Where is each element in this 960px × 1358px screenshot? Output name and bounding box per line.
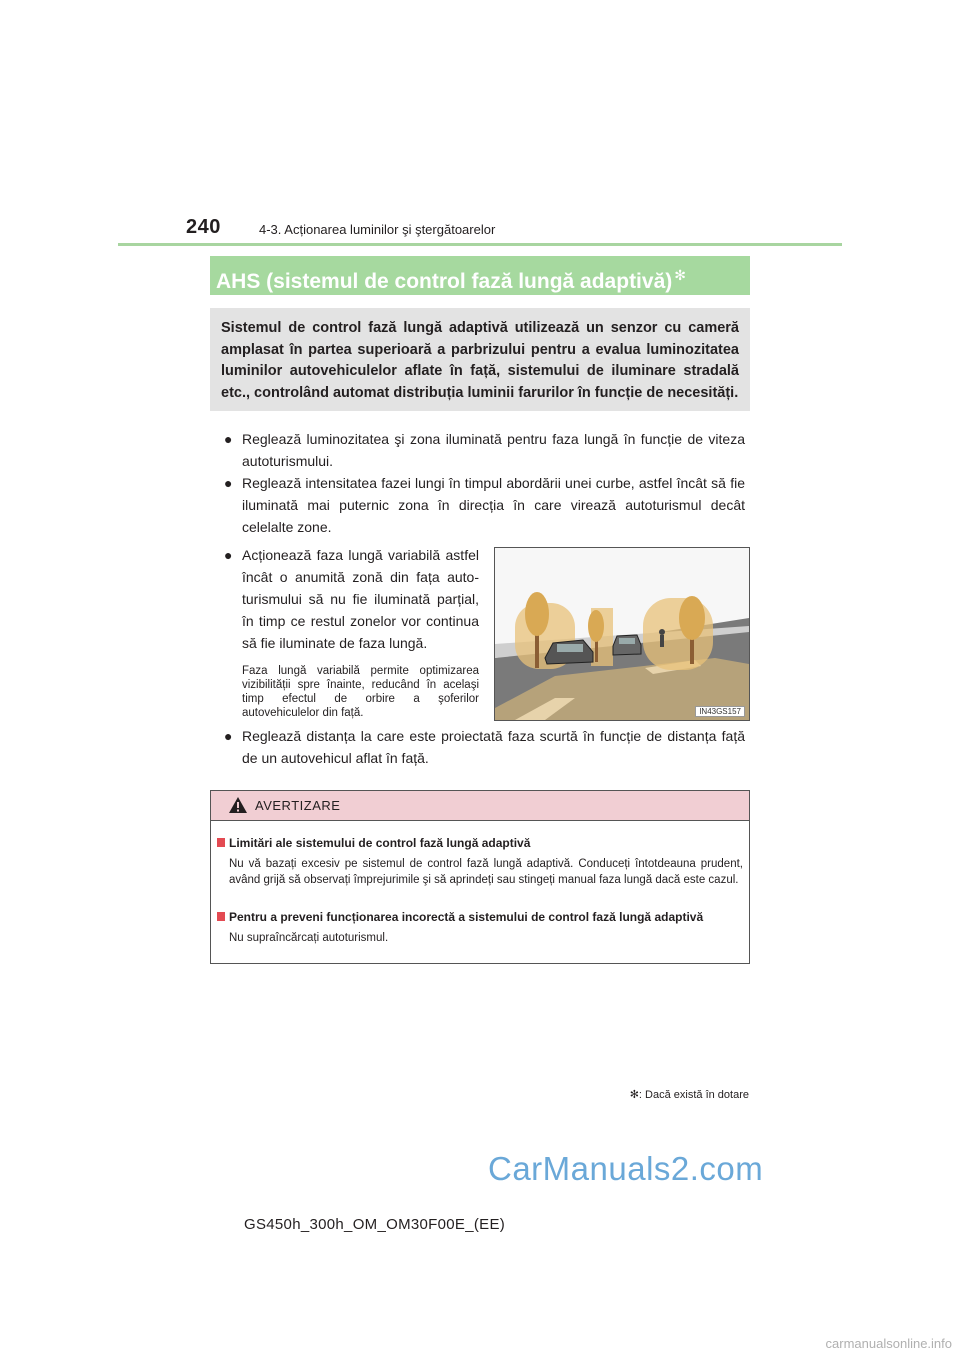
road-illustration <box>495 548 749 720</box>
watermark-logo: CarManuals2.com <box>488 1150 764 1187</box>
bullet-icon: ● <box>224 728 233 744</box>
square-bullet-icon <box>217 838 225 847</box>
section-title <box>210 256 750 295</box>
warning-item <box>217 909 743 946</box>
bullet-item <box>224 544 479 720</box>
bullet-text: Reglează distanța la care este proiectată faza scurtă în funcție de distanța față de un autovehicul aflat în față. <box>242 728 745 766</box>
bullet-text: Reglează luminozitatea şi zona iluminată pentru faza lungă în funcție de viteza autoturismului. <box>242 431 745 469</box>
footnote: ✻: Dacă există în dotare <box>629 1089 749 1101</box>
bullet-item <box>224 472 745 538</box>
bullet-icon: ● <box>224 475 233 491</box>
warning-item-body: Nu vă bazați excesiv pe sistemul de control fază lungă adaptivă. Conduceți întotdeauna prudent, având grijă să observați împrejurimile şi să aprindeți sau stingeți manual faza lungă dacă este cazul. <box>229 858 743 886</box>
warning-item <box>217 835 743 888</box>
section-title-text: AHS (sistemul de control fază lungă adaptivă) <box>216 270 673 293</box>
document-code: GS450h_300h_OM_OM30F00E_(EE) <box>244 1216 506 1233</box>
intro-box: Sistemul de control fază lungă adaptivă utilizează un senzor cu cameră amplasat în partea superioară a parbrizului pentru a evalua luminozitatea luminilor autovehiculelor aflate în față, sistemului de iluminare stradală etc., controlând automat distribuția luminii farurilor în funcție de necesități. <box>210 308 750 411</box>
illustration-code: IN43GS157 <box>695 706 745 717</box>
bullet-icon: ● <box>224 547 233 563</box>
warning-box <box>210 790 750 964</box>
header-rule <box>118 243 842 246</box>
watermark-url: carmanualsonline.info <box>825 1336 952 1351</box>
warning-icon <box>228 796 248 814</box>
warning-item-title: Pentru a preveni funcționarea incorectă a sistemului de control fază lungă adaptivă <box>217 909 743 925</box>
warning-header <box>211 791 749 821</box>
bullet-icon: ● <box>224 431 233 447</box>
warning-item-title: Limitări ale sistemului de control fază lungă adaptivă <box>217 835 743 851</box>
bullet-item <box>224 725 745 769</box>
bullet-text: Acționează faza lungă variabilă astfel încât o anumită zonă din fața auto-turismului să nu fie iluminată parțial, în timp ce restul zonelor vor continua să fie iluminate de faza lungă. <box>242 547 479 651</box>
footnote-marker: ✻ <box>674 267 686 283</box>
warning-item-body: Nu supraîncărcați autoturismul. <box>229 932 389 944</box>
warning-heading: AVERTIZARE <box>255 798 341 813</box>
illustration <box>494 547 750 721</box>
bullet-text: Reglează intensitatea fazei lungi în timpul abordării unei curbe, astfel încât să fie iluminată mai puternic zona în direcția în care virează autoturismul decât celelalte zone. <box>242 475 745 535</box>
page-number: 240 <box>186 216 221 238</box>
bullet-item <box>224 428 745 472</box>
square-bullet-icon <box>217 912 225 921</box>
bullet-note: Faza lungă variabilă permite optimizarea vizibilității spre înainte, reducând în acelaşi timp efectul de orbire a şoferilor autovehiculelor din față. <box>242 665 479 719</box>
chapter-title: 4-3. Acționarea luminilor şi ştergătoarelor <box>259 222 496 237</box>
